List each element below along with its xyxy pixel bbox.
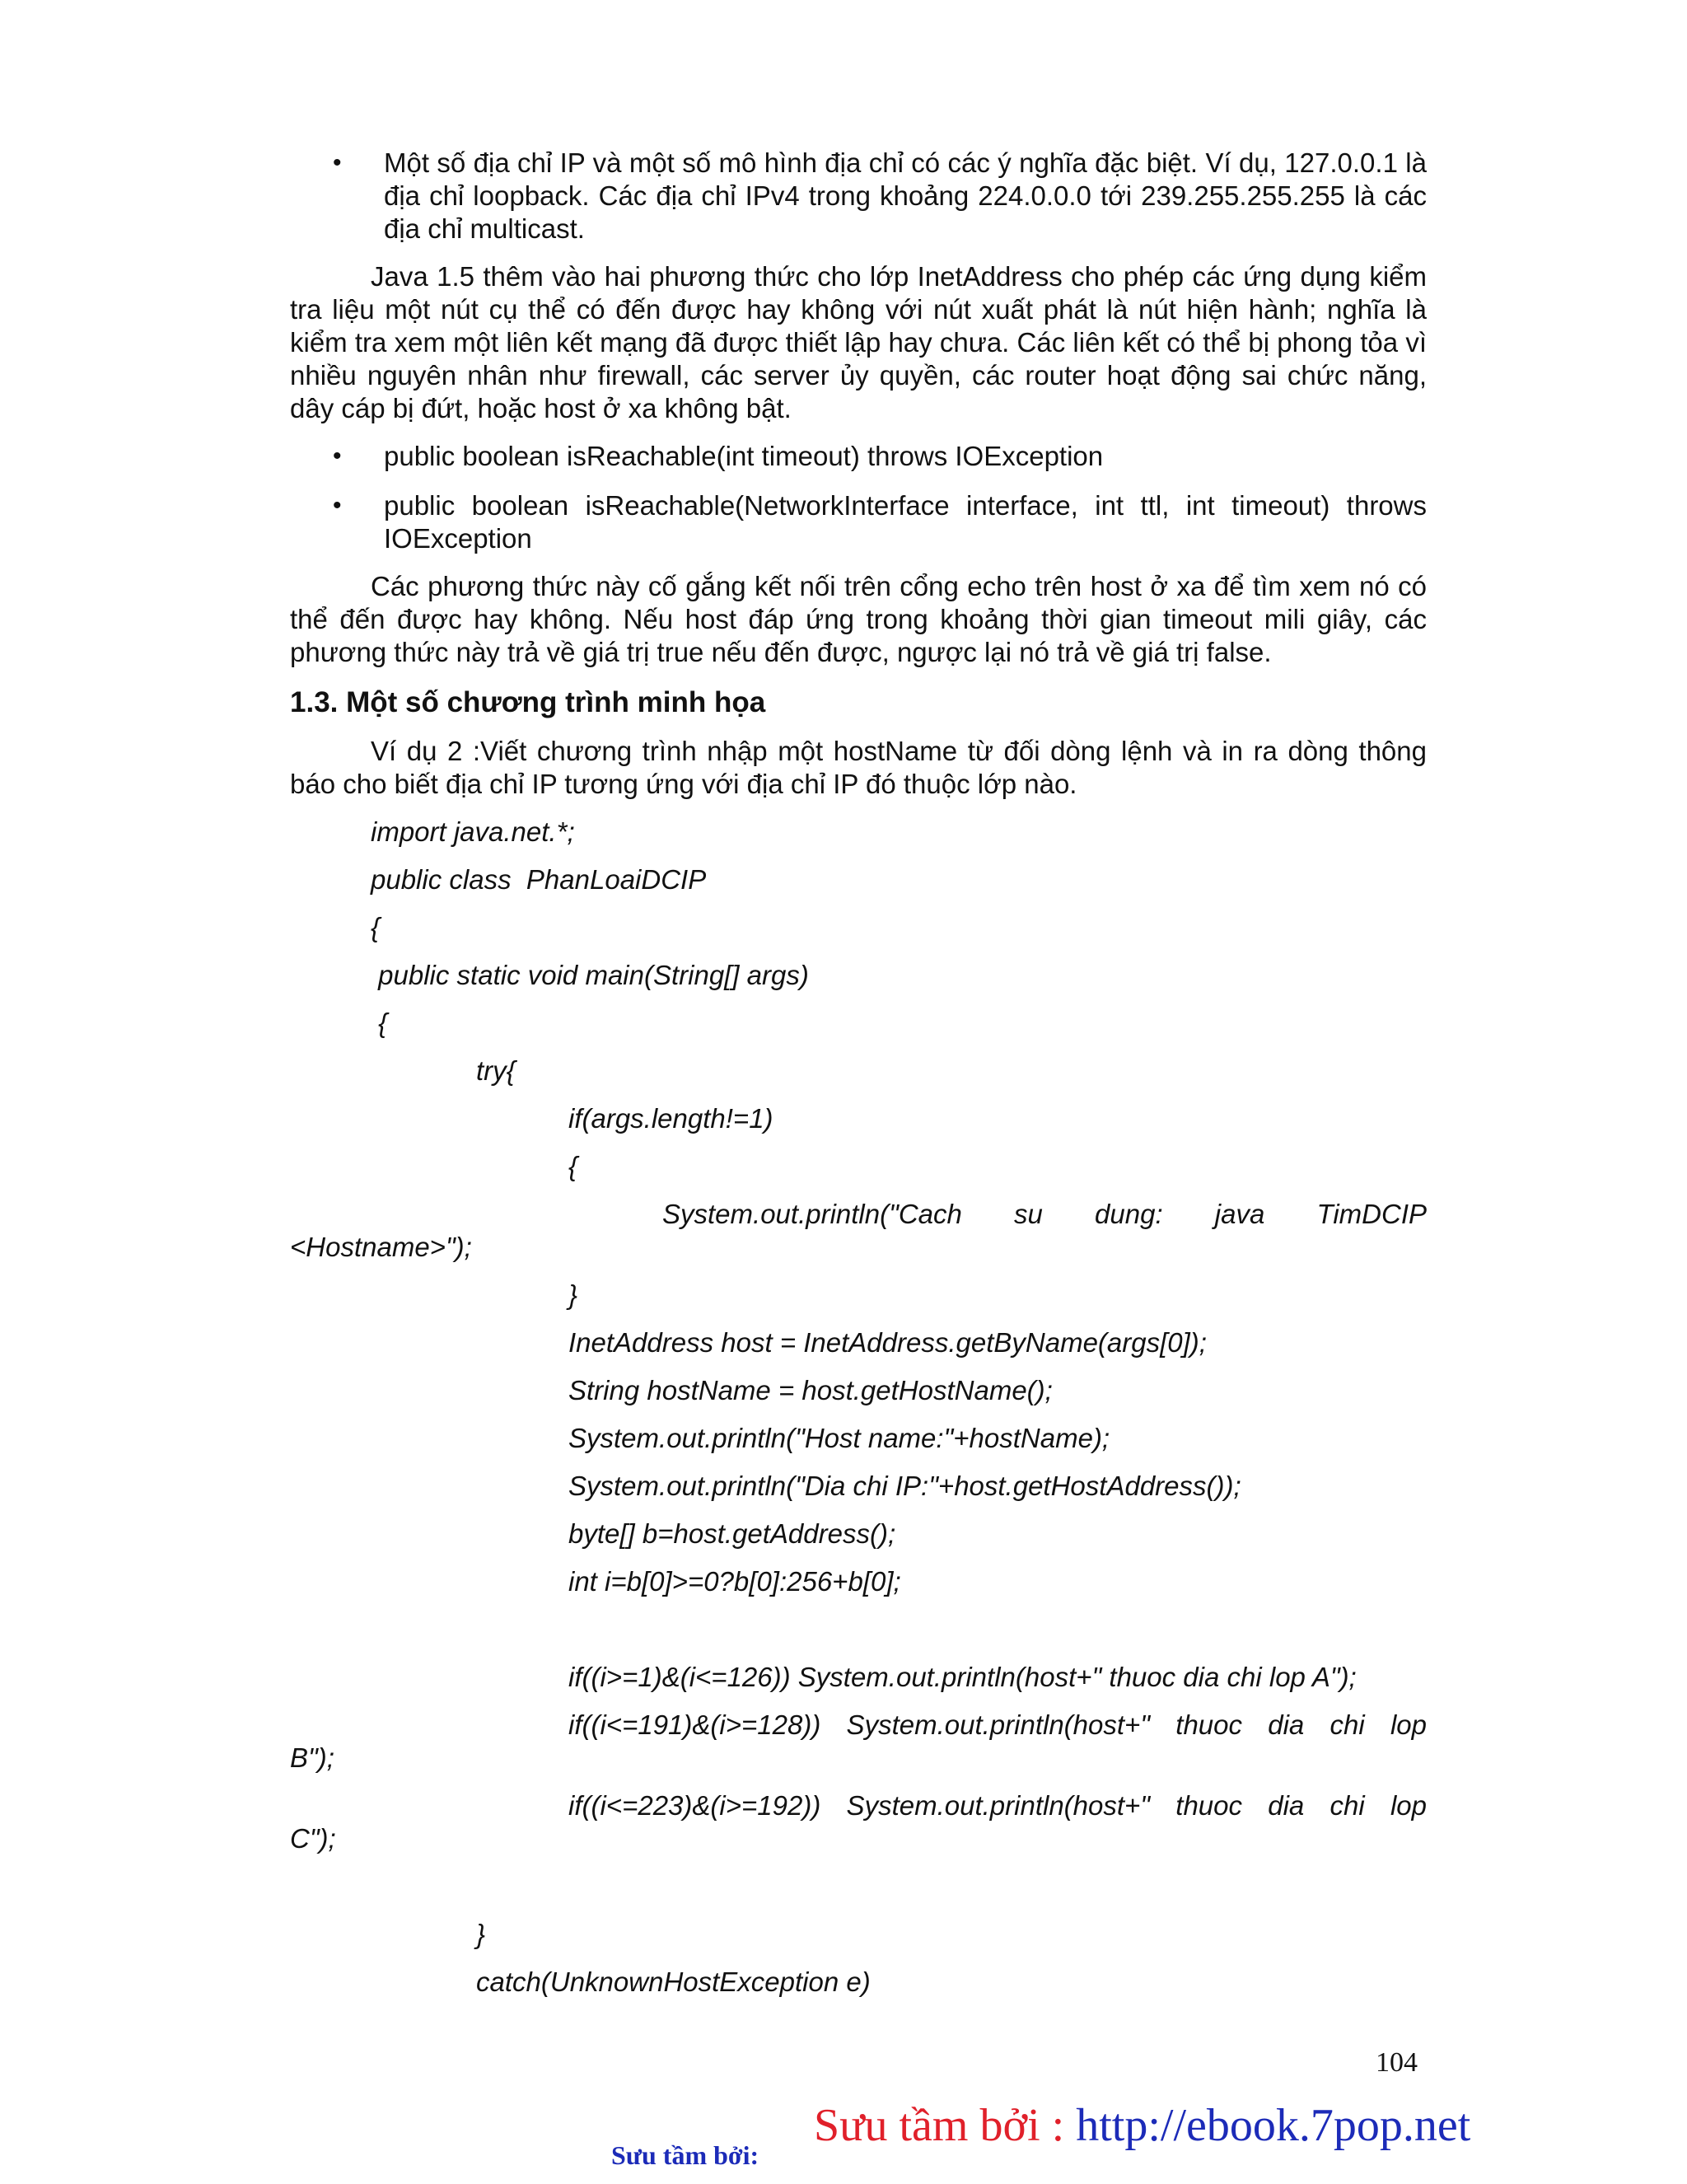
code-line: catch(UnknownHostException e) — [476, 1967, 871, 1997]
code-line: { — [371, 1008, 388, 1038]
code-line: } — [568, 1279, 578, 1310]
footer-credit — [814, 2099, 1470, 2152]
footer-credit-prefix: Sưu tầm bởi : — [814, 2100, 1077, 2151]
code-line: System.out.println("Host name:"+hostName); — [568, 1423, 1110, 1453]
code-line: System.out.println("Dia chi IP:"+host.getHostAddress()); — [568, 1471, 1241, 1501]
code-line: public class PhanLoaiDCIP — [371, 864, 707, 895]
code-line: if(args.length!=1) — [568, 1103, 773, 1134]
paragraph-example: Ví dụ 2 :Viết chương trình nhập một hostName từ đối dòng lệnh và in ra dòng thông báo cho biết địa chỉ IP tương ứng với địa chỉ IP đó thuộc lớp nào. — [290, 736, 1427, 799]
code-line: InetAddress host = InetAddress.getByName(args[0]); — [568, 1327, 1207, 1358]
code-line: if((i<=223)&(i>=192)) System.out.println(host+" thuoc dia chi lop — [568, 1790, 1427, 1821]
code-line: { — [568, 1151, 578, 1181]
code-line: C"); — [290, 1823, 336, 1854]
code-line: int i=b[0]>=0?b[0]:256+b[0]; — [568, 1566, 901, 1597]
paragraph-methods-desc: Các phương thức này cố gắng kết nối trên cổng echo trên host ở xa để tìm xem nó có thể đến được hay không. Nếu host đáp ứng trong khoảng thời gian timeout mili giây, các phương thức này trả về giá trị true nếu đến được, ngược lại nó trả về giá trị false. — [290, 571, 1427, 667]
bullet-item: • public boolean isReachable(int timeout) throws IOException — [290, 440, 1427, 473]
code-line: public static void main(String[] args) — [371, 960, 809, 990]
code-line: B"); — [290, 1742, 334, 1773]
paragraph-intro: Java 1.5 thêm vào hai phương thức cho lớp InetAddress cho phép các ứng dụng kiểm tra liệu một nút cụ thể có đến được hay không với nút xuất phát là nút hiện hành; nghĩa là kiểm tra xem một liên kết mạng đã được thiết lập hay chưa. Các liên kết có thể bị phong tỏa vì nhiều nguyên nhân như firewall, các server ủy quyền, các router hoạt động sai chức năng, dây cáp bị đứt, hoặc host ở xa không bật. — [290, 261, 1427, 423]
code-line: System.out.println("Cach su dung: java TimDCIP — [662, 1199, 1427, 1229]
code-line: try{ — [476, 1055, 516, 1086]
footer-credit-url[interactable]: http://ebook.7pop.net — [1076, 2100, 1471, 2151]
bullet-item: • Một số địa chỉ IP và một số mô hình địa chỉ có các ý nghĩa đặc biệt. Ví dụ, 127.0.0.1 là địa chỉ loopback. Các địa chỉ IPv4 trong khoảng 224.0.0.0 tới 239.255.255.255 là các địa chỉ multicast. — [290, 147, 1427, 246]
footer-small-credit: Sưu tầm bởi: — [611, 2140, 759, 2170]
code-line: if((i>=1)&(i<=126)) System.out.println(host+" thuoc dia chi lop A"); — [568, 1662, 1357, 1692]
section-heading: 1.3. Một số chương trình minh họa — [290, 686, 766, 718]
code-line: } — [476, 1919, 486, 1949]
bullet-item: • public boolean isReachable(NetworkInterface interface, int ttl, int timeout) throws IOException — [290, 489, 1427, 555]
code-line: { — [371, 912, 381, 942]
page-number: 104 — [1376, 2047, 1418, 2078]
code-line: import java.net.*; — [371, 816, 575, 847]
code-line: <Hostname>"); — [290, 1232, 472, 1262]
code-line: if((i<=191)&(i>=128)) System.out.println(host+" thuoc dia chi lop — [568, 1709, 1427, 1740]
bullet-list-methods — [290, 440, 1427, 555]
code-line: byte[] b=host.getAddress(); — [568, 1518, 896, 1549]
bullet-list-top — [290, 147, 1427, 246]
code-line: String hostName = host.getHostName(); — [568, 1375, 1053, 1405]
